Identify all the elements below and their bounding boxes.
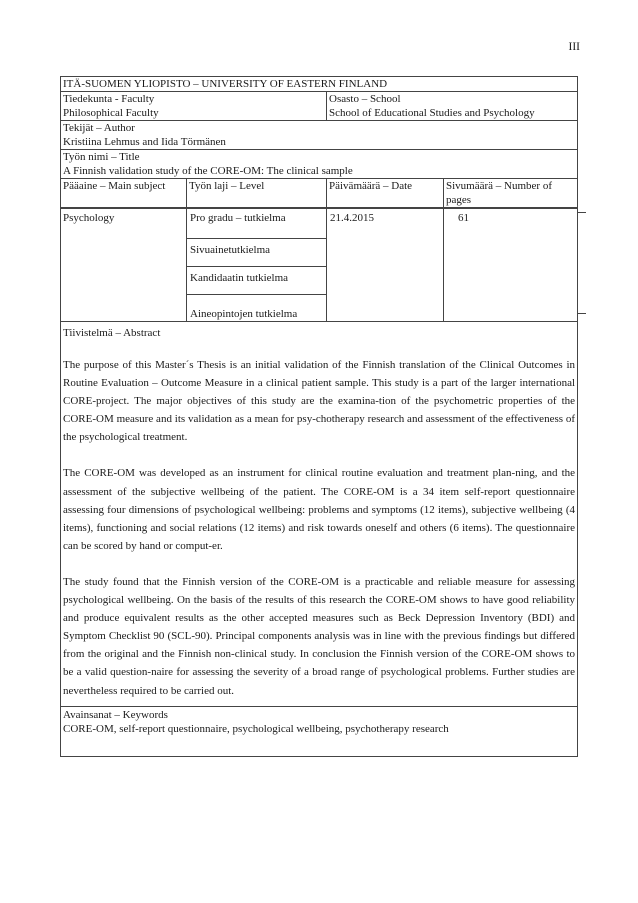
keywords-label: Avainsanat – Keywords: [63, 708, 168, 721]
subject-label: Pääaine – Main subject: [61, 179, 187, 209]
pages-value: [444, 208, 578, 322]
title-value: A Finnish validation study of the CORE-OM: The clinical sample: [63, 165, 353, 177]
title-label: Työn nimi – Title: [63, 151, 140, 163]
authors-cell: [61, 121, 578, 150]
authors-row: [61, 121, 578, 150]
level-option-kandidaatti: Kandidaatin tutkielma: [187, 267, 326, 295]
row-stub-line: [577, 313, 586, 314]
thesis-abstract-form: [60, 76, 578, 757]
keywords-cell: [61, 706, 578, 756]
faculty-row: [61, 92, 578, 121]
date-value: [327, 208, 444, 322]
date-label: Päivämäärä – Date: [327, 179, 444, 209]
keywords-value: CORE-OM, self-report questionnaire, psychological wellbeing, psychotherapy research: [63, 722, 449, 735]
subject-value-text: Psychology: [63, 212, 115, 224]
faculty-label: Tiedekunta - Faculty: [63, 93, 155, 105]
title-cell: [61, 150, 578, 179]
level-label: Työn laji – Level: [187, 179, 327, 209]
school-label: Osasto – School: [329, 93, 401, 105]
level-option-aineopinto: Aineopintojen tutkielma: [190, 308, 298, 320]
authors-label: Tekijät – Author: [63, 122, 135, 134]
page-number: III: [568, 41, 580, 53]
university-row: [61, 77, 578, 92]
abstract-paragraph-2: The CORE-OM was developed as an instrument for clinical routine evaluation and treatment plan-ning, and the assessment of the subjective wellbeing of the patient. The CORE-OM is a 34 item self-report questionnaire assessing four dimensions of psychological wellbeing: problems and symptoms (12 items), subjective wellbeing (4 items), functioning and social relations (12 items) and risk towards oneself and others (6 items). The questionnaire can be scored by hand or comput-er.: [63, 467, 576, 552]
level-option-sivuaine: Sivuainetutkielma: [187, 239, 326, 267]
abstract-paragraph-1: The purpose of this Master´s Thesis is an initial validation of the Finnish translation of the Clinical Outcomes in Routine Evaluation – Outcome Measure in a clinical patient sample. This study is a part of the larger international CORE-project. The major objectives of this study are the examina-tion of the psychometric properties of the CORE-OM measure and its validation as a mean for psy-chotherapy research and assessment of the effectiveness of the psychological treatment.: [63, 359, 576, 444]
abstract-label: Tiivistelmä – Abstract: [63, 327, 161, 339]
level-option-pro-gradu: Pro gradu – tutkielma: [187, 209, 326, 239]
meta-header-row: [61, 179, 578, 209]
authors-value: Kristiina Lehmus and Iida Törmänen: [63, 136, 226, 148]
pages-label: Sivumäärä – Number of pages: [444, 179, 578, 209]
pages-value-text: 61: [458, 212, 469, 224]
meta-values-row: [61, 208, 578, 322]
keywords-row: [61, 706, 578, 756]
abstract-paragraph-3: The study found that the Finnish version of the CORE-OM is a practicable and reliable measure for assessing psychological wellbeing. On the basis of the results of this research the CORE-OM shows to have good reliability and produce equivalent results as the other accepted measures such as Beck Depression Inventory (BDI) and Symptom Checklist 90 (SCL-90). Principal components analysis was in line with the previous findings but differed from the original and the Finnish non-clinical study. In conclusion the Finnish version of the CORE-OM shows to be a valid question-naire for assessing the severity of a broad range of psychological problems. Further studies are nevertheless required to be carried out.: [63, 575, 576, 697]
school-cell: [327, 92, 578, 121]
subject-value: [61, 208, 187, 322]
row-stub-line: [577, 212, 586, 213]
abstract-row: [61, 322, 578, 707]
abstract-cell: [61, 322, 578, 707]
university-name: ITÄ-SUOMEN YLIOPISTO – UNIVERSITY OF EASTERN FINLAND: [61, 77, 578, 92]
title-row: [61, 150, 578, 179]
level-options: [187, 208, 327, 322]
school-value: School of Educational Studies and Psychology: [329, 107, 535, 119]
faculty-cell: [61, 92, 327, 121]
date-value-text: 21.4.2015: [330, 212, 374, 224]
faculty-value: Philosophical Faculty: [63, 107, 159, 119]
